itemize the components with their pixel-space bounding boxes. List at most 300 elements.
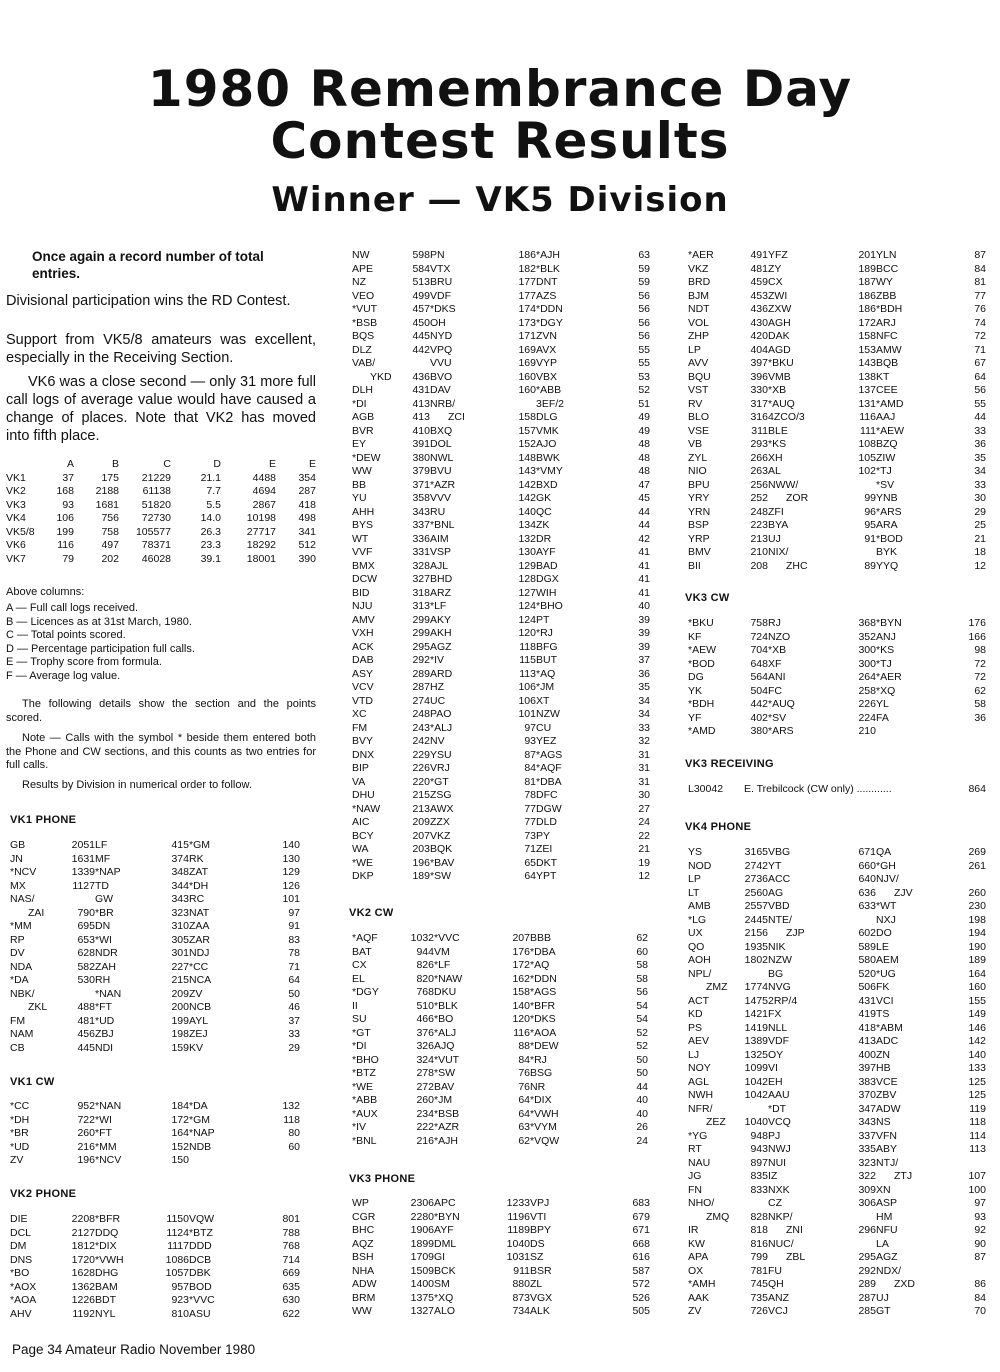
callsign: NW — [352, 249, 370, 261]
score: 196 — [412, 856, 430, 869]
callsign: *NAN — [95, 987, 122, 1000]
summary-value: 61138 — [142, 485, 171, 497]
score: 234 — [416, 1107, 434, 1120]
result-row — [352, 573, 650, 587]
callsign: VOL — [688, 316, 710, 329]
callsign: YSU — [430, 748, 452, 761]
score: 140 — [968, 1048, 986, 1061]
score: 130 — [282, 852, 300, 865]
callsign: *VQW — [530, 1134, 560, 1147]
callsign: APE — [352, 262, 374, 275]
result-row — [688, 1211, 986, 1225]
callsign: *WE — [352, 1080, 373, 1093]
callsign: BRU — [430, 276, 453, 288]
score: 53 — [638, 370, 650, 383]
result-row — [352, 600, 650, 614]
result-row — [688, 887, 986, 901]
score: 44 — [636, 1080, 648, 1093]
result-row — [352, 263, 650, 277]
callsign: NAM — [10, 1028, 34, 1040]
score: 215 — [171, 974, 189, 986]
score: 72 — [974, 657, 986, 670]
score: 445 — [77, 1041, 95, 1054]
result-row — [688, 1184, 986, 1198]
score: 289 — [858, 1278, 876, 1290]
score: 64 — [518, 1094, 530, 1106]
callsign: *BLK — [536, 262, 560, 275]
summary-value: 4488 — [252, 471, 276, 484]
score: 1031 — [506, 1251, 530, 1263]
score: 431 — [412, 384, 430, 396]
score: 140 — [282, 839, 300, 851]
summary-value: 23.3 — [200, 539, 221, 551]
score: 172 — [858, 316, 876, 329]
result-row — [352, 681, 650, 695]
score: 177 — [518, 289, 536, 302]
callsign: VSP — [430, 546, 452, 558]
score: 1339 — [71, 866, 95, 878]
summary-value: 21.1 — [200, 471, 221, 484]
score: 87 — [974, 1251, 986, 1263]
callsign: *BKU — [768, 357, 794, 369]
score: 402 — [750, 711, 768, 724]
score: 348 — [171, 866, 189, 878]
score: 67 — [974, 357, 986, 369]
callsign: NYD — [430, 330, 453, 342]
score: 80 — [288, 1127, 300, 1139]
callsign: ADC — [876, 1035, 899, 1047]
result-row — [688, 1103, 986, 1117]
score: 322 — [858, 1170, 876, 1182]
summary-row — [6, 512, 316, 526]
callsign: DOL — [430, 438, 452, 450]
result-row — [352, 1027, 648, 1041]
callsign: LE — [876, 940, 889, 953]
score: 55 — [974, 397, 986, 410]
callsign: *ALJ — [434, 1026, 457, 1039]
callsign: GW — [95, 893, 114, 905]
score: 1709 — [410, 1251, 434, 1263]
score: 189 — [968, 954, 986, 966]
score: 343 — [171, 893, 189, 905]
score: 481 — [750, 262, 768, 275]
score: 326 — [416, 1040, 434, 1052]
score: 781 — [750, 1264, 768, 1277]
callsign: *NAP — [95, 866, 121, 878]
score: 101 — [282, 893, 300, 905]
callsign: NDJ — [189, 947, 210, 959]
score: 287 — [858, 1291, 876, 1304]
callsign: *BR — [10, 1127, 29, 1139]
callsign: GT — [876, 1305, 891, 1317]
result-row — [352, 857, 650, 871]
callsign: DAB — [352, 654, 374, 666]
score: 260 — [968, 886, 986, 899]
score: 671 — [632, 1224, 650, 1236]
score: 12 — [974, 559, 986, 572]
score: 820 — [416, 972, 434, 985]
score: 420 — [750, 330, 768, 342]
callsign: VCE — [876, 1075, 898, 1088]
callsign: KV — [189, 1041, 204, 1054]
score: 52 — [636, 1040, 648, 1052]
callsign: NRB/ — [430, 397, 456, 410]
score: 184 — [171, 1100, 189, 1112]
score: 148 — [518, 451, 536, 464]
callsign: AQZ — [352, 1237, 374, 1250]
score: 118 — [283, 1113, 300, 1126]
callsign: NV — [430, 735, 445, 747]
callsign: DG — [688, 671, 704, 683]
callsign: ARA — [876, 519, 898, 531]
score: 226 — [858, 698, 876, 710]
score: 56 — [638, 303, 650, 315]
result-row — [688, 263, 986, 277]
callsign: BRM — [352, 1291, 376, 1304]
score: 91 — [864, 532, 876, 545]
score: 734 — [512, 1305, 530, 1317]
score: 1362 — [71, 1280, 95, 1293]
callsign: *GH — [876, 859, 896, 872]
result-row — [688, 411, 986, 425]
score: 801 — [282, 1213, 300, 1225]
score: 56 — [638, 330, 650, 342]
callsign: HZ — [430, 681, 444, 693]
score: 679 — [632, 1210, 650, 1223]
score: 176 — [512, 945, 530, 958]
score: 459 — [750, 276, 768, 288]
score: 56 — [638, 289, 650, 302]
score: 88 — [518, 1040, 530, 1052]
callsign: YEZ — [536, 735, 557, 747]
score: 33 — [974, 424, 986, 437]
callsign: VI — [768, 1062, 778, 1074]
summary-table — [6, 458, 316, 566]
callsign: *AMD — [876, 397, 904, 410]
callsign: ZAI — [28, 906, 45, 919]
callsign: *BFR — [530, 999, 556, 1012]
result-row — [688, 1157, 986, 1171]
callsign: *LF — [434, 959, 451, 971]
score: 41 — [638, 546, 650, 558]
summary-value: 1681 — [95, 498, 119, 511]
score: 189 — [412, 870, 430, 882]
callsign: DNT — [536, 276, 558, 288]
result-row — [352, 1265, 650, 1279]
score: 100 — [968, 1183, 986, 1196]
score: 62 — [974, 684, 986, 697]
callsign: *BKU — [688, 617, 714, 629]
score: 35 — [974, 451, 986, 464]
column-note: E — Trophy score from formula. — [6, 656, 162, 668]
score: 1400 — [410, 1278, 434, 1290]
callsign: MX — [10, 879, 26, 892]
result-row — [352, 830, 650, 844]
callsign: YKD — [370, 370, 392, 383]
score: 203 — [412, 843, 430, 855]
callsign: DDQ — [95, 1226, 119, 1239]
callsign: XN — [876, 1183, 891, 1196]
result-row — [10, 893, 300, 907]
score: 54 — [636, 1013, 648, 1025]
score: 735 — [750, 1291, 768, 1304]
callsign: BMX — [352, 559, 375, 572]
result-row — [352, 290, 650, 304]
score: 1421 — [744, 1008, 768, 1020]
score: 120 — [512, 1013, 530, 1025]
result-row — [688, 1035, 986, 1049]
summary-value: 14.0 — [200, 512, 221, 524]
callsign: ZNI — [786, 1224, 803, 1236]
callsign: MF — [95, 852, 111, 865]
summary-value: 26.3 — [200, 525, 221, 538]
result-row — [352, 668, 650, 682]
callsign: KD — [688, 1008, 703, 1020]
callsign: AMB — [688, 900, 711, 912]
score: 44 — [974, 411, 986, 423]
callsign: FA — [876, 711, 889, 724]
callsign: DO — [876, 927, 892, 939]
callsign: KW — [688, 1237, 705, 1250]
score: 300 — [858, 644, 876, 656]
result-row — [688, 1251, 986, 1265]
score: 150 — [171, 1154, 189, 1166]
score: 74 — [974, 316, 986, 329]
score: 923 — [171, 1294, 189, 1306]
callsign: VKZ — [430, 829, 451, 842]
score: 92 — [974, 1224, 986, 1236]
result-row — [352, 803, 650, 817]
summary-value: 498 — [298, 512, 316, 524]
score: 442 — [412, 343, 430, 356]
callsign: *NCV — [10, 866, 37, 878]
col-b: B — [111, 458, 119, 470]
callsign: GK — [536, 492, 552, 504]
score: 1802 — [744, 954, 768, 966]
callsign: *JM — [434, 1094, 453, 1106]
score: 128 — [518, 573, 536, 585]
callsign: NYL — [95, 1307, 116, 1320]
result-row — [352, 986, 648, 1000]
score — [818, 1211, 876, 1225]
callsign: BHD — [430, 573, 453, 585]
result-row — [10, 1240, 300, 1254]
score: 810 — [171, 1307, 189, 1320]
score: 56 — [636, 986, 648, 998]
callsign: LA — [876, 1237, 889, 1250]
callsign: AGH — [768, 316, 791, 329]
score: 45 — [638, 492, 650, 504]
result-row — [688, 860, 986, 874]
callsign: BG — [768, 967, 784, 980]
callsign: NZW — [536, 708, 560, 720]
callsign: NWH — [688, 1089, 714, 1101]
callsign: RC — [189, 893, 205, 905]
callsign: RK — [189, 852, 204, 865]
result-row — [10, 853, 300, 867]
result-row — [688, 712, 986, 726]
callsign: DLG — [536, 411, 558, 423]
callsign: AWX — [430, 802, 454, 815]
score: 49 — [638, 411, 650, 423]
column-note: C — Total points scored. — [6, 629, 126, 641]
callsign: BJM — [688, 289, 709, 302]
score: 299 — [412, 627, 430, 639]
score: 29 — [974, 505, 986, 518]
summary-value: 4694 — [252, 485, 276, 497]
callsign: DHG — [95, 1267, 119, 1279]
callsign: *AOA — [10, 1294, 37, 1306]
score: 400 — [858, 1048, 876, 1061]
score: 343 — [858, 1116, 876, 1128]
callsign: BUT — [536, 654, 557, 666]
callsign: ZV — [10, 1154, 24, 1166]
result-row — [352, 843, 650, 857]
callsign: AJO — [536, 438, 557, 450]
callsign: ZAA — [189, 920, 210, 932]
summary-value: 18292 — [246, 539, 276, 551]
score: 210 — [750, 546, 768, 558]
result-row — [10, 1028, 300, 1042]
score: 169 — [518, 357, 536, 369]
callsign: HB — [876, 1062, 891, 1074]
score: 530 — [77, 974, 95, 986]
callsign: VCV — [352, 681, 374, 693]
score: 93 — [974, 1210, 986, 1223]
result-row — [688, 546, 986, 560]
score: 768 — [416, 986, 434, 998]
callsign: NTE/ — [768, 913, 792, 926]
score: 76 — [974, 303, 986, 315]
callsign: WY — [876, 276, 893, 288]
summary-value: 202 — [101, 552, 119, 565]
result-row — [688, 1089, 986, 1103]
callsign: BMV — [688, 546, 711, 558]
score: 513 — [412, 276, 430, 288]
score: 957 — [171, 1280, 189, 1293]
callsign: *MM — [10, 920, 32, 932]
callsign: PS — [688, 1021, 703, 1034]
callsign: AMW — [876, 343, 902, 356]
result-row — [688, 1076, 986, 1090]
result-row — [352, 614, 650, 628]
score: 153 — [858, 343, 876, 356]
score: 51 — [638, 397, 650, 410]
score: 63 — [518, 1121, 530, 1133]
callsign: NHA — [352, 1264, 375, 1277]
callsign: BQB — [876, 357, 899, 369]
result-row — [352, 398, 650, 412]
callsign: ZMQ — [706, 1210, 730, 1223]
callsign: YU — [352, 492, 367, 504]
score: 943 — [750, 1143, 768, 1155]
callsign: ZAR — [189, 933, 210, 946]
callsign: NJV/ — [876, 873, 899, 885]
result-row — [10, 1141, 300, 1155]
callsign: YYQ — [876, 559, 899, 572]
result-row — [10, 947, 300, 961]
score: 648 — [750, 657, 768, 670]
result-row — [10, 1308, 300, 1322]
score: 816 — [750, 1237, 768, 1250]
score: 207 — [412, 829, 430, 842]
callsign: NFU — [876, 1224, 898, 1236]
result-row — [352, 695, 650, 709]
callsign: WA — [352, 843, 369, 855]
score: 89 — [864, 559, 876, 572]
callsign: AHH — [352, 505, 375, 518]
callsign: BID — [352, 586, 370, 599]
score: 52 — [636, 1026, 648, 1039]
callsign: PJ — [768, 1129, 781, 1142]
entry-name: E. Trebilcock (CW only) ............ — [744, 783, 892, 795]
score: 323 — [171, 906, 189, 919]
callsign: *DT — [768, 1102, 787, 1115]
score: 582 — [77, 960, 95, 973]
callsign: ZXD — [894, 1278, 915, 1290]
callsign: *NAW — [352, 802, 381, 815]
column-note: A — Full call logs received. — [6, 602, 139, 614]
result-row — [688, 438, 986, 452]
callsign: ARD — [430, 667, 453, 680]
callsign: *DIX — [95, 1240, 117, 1252]
callsign: BLE — [768, 424, 788, 437]
callsign: DNS — [10, 1253, 33, 1266]
score: 37 — [288, 1014, 300, 1027]
result-row — [688, 927, 986, 941]
score: 42 — [638, 532, 650, 545]
score: 126 — [282, 879, 300, 892]
score: 2051 — [71, 839, 95, 851]
score: 248 — [750, 505, 768, 518]
callsign: *AGS — [536, 748, 563, 761]
score — [237, 1154, 300, 1168]
result-row — [688, 1049, 986, 1063]
score: 1057 — [165, 1267, 189, 1279]
result-row — [688, 519, 986, 533]
result-row — [352, 708, 650, 722]
score: 436 — [750, 303, 768, 315]
paragraph-3: VK6 was a close second — only 31 more full call logs of average value would have caused a change of places. Note that VK2 has moved into fifth place. — [6, 374, 316, 444]
callsign: ABY — [876, 1143, 898, 1155]
score: 138 — [858, 370, 876, 383]
result-row — [10, 1281, 300, 1295]
callsign: *IV — [430, 654, 445, 666]
callsign: AKY — [430, 613, 452, 626]
callsign: RU — [430, 505, 446, 518]
result-row — [352, 465, 650, 479]
callsign: BVY — [352, 735, 374, 747]
callsign: SZ — [530, 1251, 544, 1263]
result-row — [688, 330, 986, 344]
callsign: BSH — [352, 1251, 374, 1263]
score: 84 — [974, 262, 986, 275]
score: 323 — [858, 1156, 876, 1169]
callsign: ALO — [434, 1305, 456, 1317]
score: 97 — [524, 721, 536, 734]
callsign: NIO — [688, 465, 707, 477]
callsign: VFN — [876, 1129, 897, 1142]
callsign: QH — [768, 1278, 784, 1290]
callsign: DGW — [536, 802, 562, 815]
callsign: VEO — [352, 289, 375, 302]
callsign: RH — [95, 974, 111, 986]
vk4-phone-heading: VK4 PHONE — [685, 821, 752, 833]
callsign: 4ZCO/3 — [768, 411, 805, 423]
result-row — [688, 1022, 986, 1036]
summary-row — [6, 472, 316, 486]
callsign: YPT — [536, 870, 557, 882]
